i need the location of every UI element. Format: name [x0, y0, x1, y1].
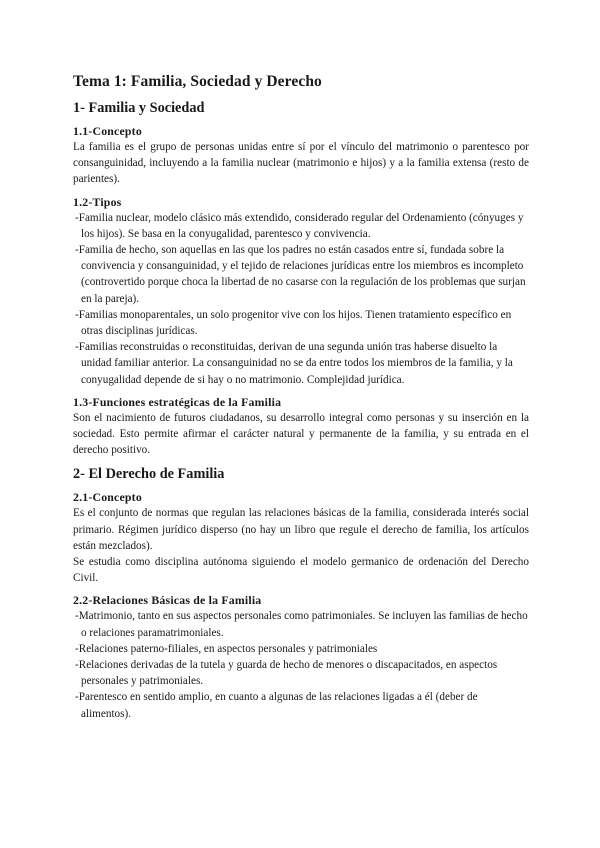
list-item: -Parentesco en sentido amplio, en cuanto a algunas de las relaciones ligadas a él (deber de alimentos). [75, 691, 478, 720]
section-2-heading: 2- El Derecho de Familia [73, 466, 225, 483]
subsection-2-1-text: Es el conjunto de normas que regulan las relaciones básicas de la familia, considerada interés social primario. Régimen jurídico disperso (no hay un libro que regule el derecho de familia, los artículos están mezclados). [73, 507, 529, 552]
list-item: -Familias monoparentales, un solo progenitor vive con los hijos. Tienen tratamiento específico en otras disciplinas jurídicas. [75, 308, 512, 338]
list-item: -Familia nuclear, modelo clásico más extendido, considerado regular del Ordenamiento (cónyuges y los hijos). Se basa en la conyugalidad, parentesco y convivencia. [75, 211, 524, 240]
document-title: Tema 1: Familia, Sociedad y Derecho [73, 73, 322, 90]
list-item: -Relaciones paterno-filiales, en aspectos personales y patrimoniales [75, 642, 378, 655]
subsection-1-3-heading: 1.3-Funciones estratégicas de la Familia [73, 394, 282, 409]
relations-list [73, 608, 529, 721]
subsection-1-1-heading: 1.1-Concepto [73, 124, 142, 138]
section-1-heading: 1- Familia y Sociedad [73, 100, 205, 116]
list-item: -Familias reconstruidas o reconstituidas, derivan de una segunda unión tras haberse disuelto la unidad familiar anterior. La consanguinidad no se da entre todos los miembros de la familia, y la conyugalidad depende de si hay o no matrimonio. Complejidad jurídica. [75, 341, 513, 386]
list-item: -Familia de hecho, son aquellas en las que los padres no están casados entre sí, fundada sobre la convivencia y consanguinidad, y el tejido de relaciones jurídicas entre los miembros es incompleto (controvertido porque choca la libertad de no casarse con la regulación de los problemas que surjan en la pareja). [75, 244, 526, 305]
document-page [73, 72, 529, 722]
subsection-1-3-text: Son el nacimiento de futuros ciudadanos, su desarrollo integral como personas y su inserción en la sociedad. Esto permite afirmar el carácter natural y permanente de la familia, y su entrada en el derecho positivo. [73, 411, 529, 457]
subsection-1-2-heading: 1.2-Tipos [73, 194, 122, 209]
subsection-2-2-heading: 2.2-Relaciones Básicas de la Familia [73, 593, 262, 608]
subsection-2-1-text-2: Se estudia como disciplina autónoma siguiendo el modelo germanico de ordenación del Derecho Civil. [73, 556, 529, 585]
subsection-2-1-heading: 2.1-Concepto [73, 490, 142, 505]
list-item: -Matrimonio, tanto en sus aspectos personales como patrimoniales. Se incluyen las familias de hecho o relaciones paramatrimoniales. [75, 610, 528, 639]
subsection-1-1-text: La familia es el grupo de personas unidas entre sí por el vínculo del matrimonio o parentesco por consanguinidad, incluyendo a la familia nuclear (matrimonio e hijos) y a la familia extensa (resto de parientes). [73, 141, 529, 186]
types-list [73, 210, 529, 388]
list-item: -Relaciones derivadas de la tutela y guarda de hecho de menores o discapacitados, en aspectos personales y patrimoniales. [75, 659, 498, 688]
